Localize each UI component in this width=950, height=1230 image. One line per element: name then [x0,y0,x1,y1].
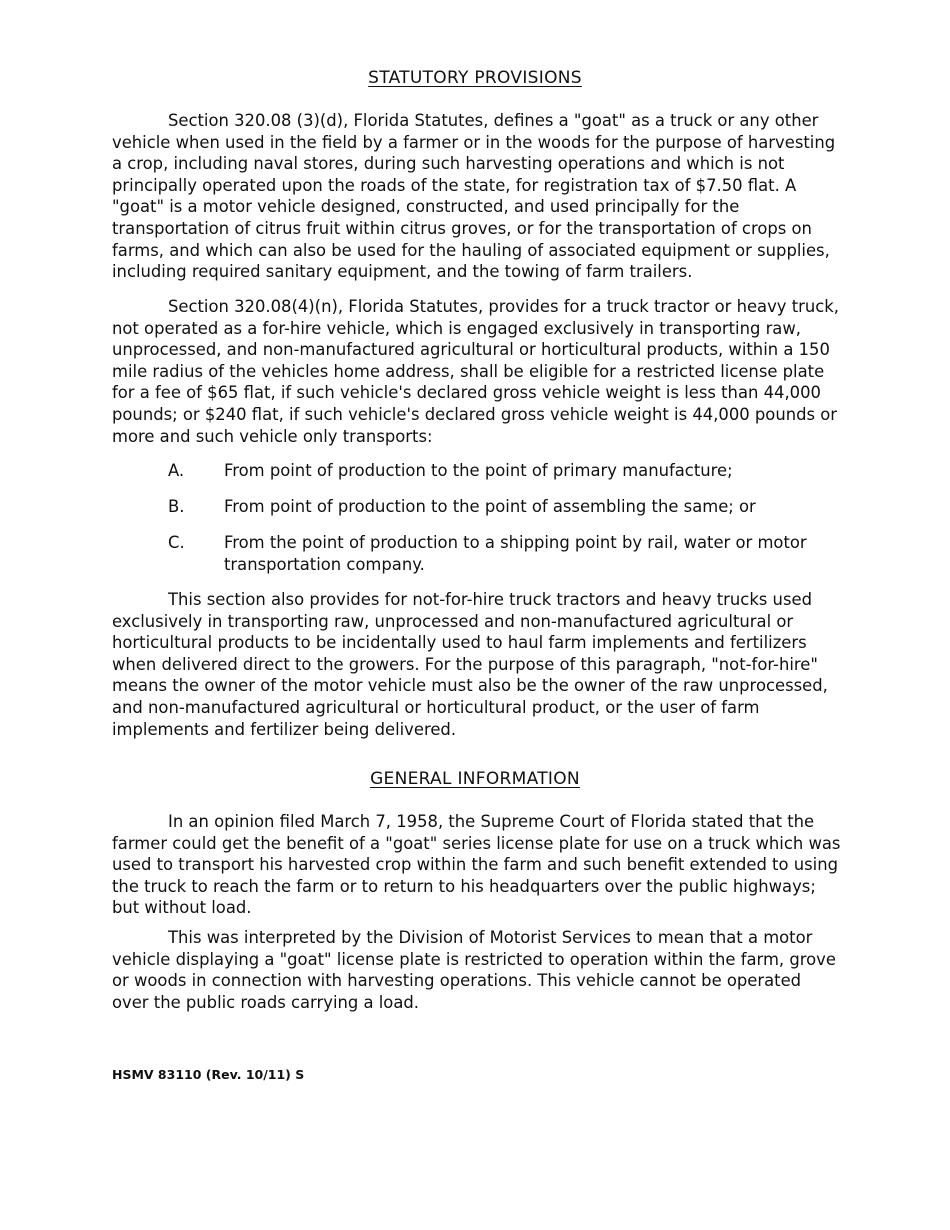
statutory-provisions-heading: STATUTORY PROVISIONS [368,68,582,88]
statutory-paragraph-1-text: Section 320.08 (3)(d), Florida Statutes, defines a "goat" as a truck or any other vehicle when used in the field by a farmer or in the woods for the purpose of harvesting a crop, including naval stores, during such harvesting operations and which is not principally operated upon the roads of the state, for registration tax of $7.50 flat. A "goat" is a motor vehicle designed, constructed, and used principally for the transportation of citrus fruit within citrus groves, or for the transportation of crops on farms, and which can also be used for the hauling of associated equipment or supplies, including required sanitary equipment, and the towing of farm trailers. [112,111,836,282]
general-paragraph-1 [112,811,842,919]
statutory-paragraph-1 [112,110,842,283]
statutory-paragraph-3 [112,589,842,740]
list-item-text: From point of production to the point of assembling the same; or [224,497,756,516]
statutory-paragraph-2-text: Section 320.08(4)(n), Florida Statutes, provides for a truck tractor or heavy truck, not operated as a for-hire vehicle, which is engaged exclusively in transporting raw, unprocessed, and non-manufactured agricultural or horticultural products, within a 150 mile radius of the vehicles home address, shall be eligible for a restricted license plate for a fee of $65 flat, if such vehicle's declared gross vehicle weight is less than 44,000 pounds; or $240 flat, if such vehicle's declared gross vehicle weight is 44,000 pounds or more and such vehicle only transports: [112,297,839,446]
general-information-heading: GENERAL INFORMATION [370,769,580,789]
list-item-letter: C. [168,533,185,552]
general-paragraph-2 [112,927,842,1013]
form-id-footer: HSMV 83110 (Rev. 10/11) S [112,1067,305,1082]
list-item-letter: B. [168,497,185,516]
list-item-text: From the point of production to a shipping point by rail, water or motor transportation company. [224,533,807,574]
statutory-paragraph-2 [112,296,842,447]
statutory-paragraph-3-text: This section also provides for not-for-hire truck tractors and heavy trucks used exclusively in transporting raw, unprocessed and non-manufactured agricultural or horticultural products to be incidentally used to haul farm implements and fertilizers when delivered direct to the growers. For the purpose of this paragraph, "not-for-hire" means the owner of the motor vehicle must also be the owner of the raw unprocessed, and non-manufactured agricultural or horticultural product, or the user of farm implements and fertilizer being delivered. [112,590,828,739]
list-item-letter: A. [168,461,185,480]
general-paragraph-2-text: This was interpreted by the Division of Motorist Services to mean that a motor vehicle displaying a "goat" license plate is restricted to operation within the farm, grove or woods in connection with harvesting operations. This vehicle cannot be operated over the public roads carrying a load. [112,928,836,1012]
list-item-text: From point of production to the point of primary manufacture; [224,461,733,480]
general-paragraph-1-text: In an opinion filed March 7, 1958, the Supreme Court of Florida stated that the farmer could get the benefit of a "goat" series license plate for use on a truck which was used to transport his harvested crop within the farm and such benefit extended to using the truck to reach the farm or to return to his headquarters over the public highways; but without load. [112,812,841,918]
